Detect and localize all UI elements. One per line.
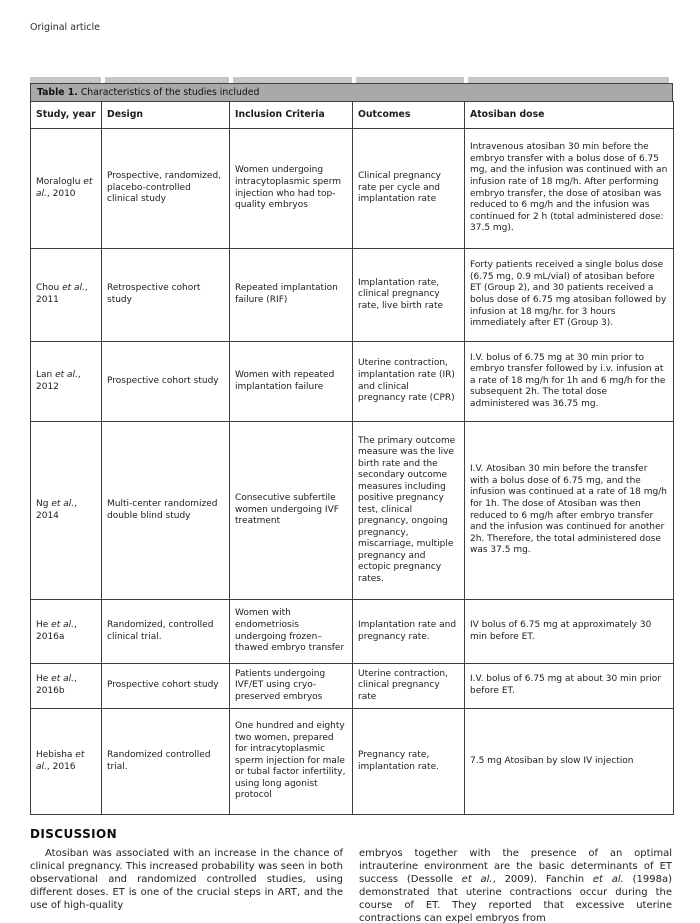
- cell-design: Prospective cohort study: [102, 664, 230, 709]
- column-header-inclusion: Inclusion Criteria: [230, 102, 353, 129]
- cell-design: Prospective cohort study: [102, 342, 230, 422]
- cell-design: Randomized controlled trial.: [102, 709, 230, 815]
- discussion-column-left: Atosiban was associated with an increase in the chance of clinical pregnancy. This increased probability was seen in both observational and randomized controlled studies, using different doses. ET is one of the crucial steps in ART, and the use of high-quality: [30, 848, 343, 911]
- discussion-section: [30, 827, 673, 923]
- cell-dose: I.V. Atosiban 30 min before the transfer with a bolus dose of 6.75 mg, and the infusion was continued at a rate of 18 mg/h for 1h. The dose of Atosiban was then reduced to 6 mg/h after embryo transfer and the infusion was continued for another 2h. Therefore, the total administered dose was 37.5 mg.: [465, 422, 674, 600]
- cell-dose: 7.5 mg Atosiban by slow IV injection: [465, 709, 674, 815]
- table-row: [31, 709, 674, 815]
- discussion-heading: DISCUSSION: [30, 827, 118, 841]
- cell-inclusion: Women with endometriosis undergoing frozen–thawed embryo transfer: [230, 600, 353, 664]
- cell-study: Ng et al., 2014: [31, 422, 102, 600]
- strip-segment: [468, 77, 669, 83]
- cell-outcomes: Pregnancy rate, implantation rate.: [353, 709, 465, 815]
- cell-study: He et al., 2016a: [31, 600, 102, 664]
- table-top-strip: [30, 77, 673, 83]
- table-row: [31, 342, 674, 422]
- article-type-label: Original article: [30, 22, 100, 33]
- strip-segment: [30, 77, 101, 83]
- cell-study: Hebisha et al., 2016: [31, 709, 102, 815]
- cell-dose: IV bolus of 6.75 mg at approximately 30 min before ET.: [465, 600, 674, 664]
- cell-study: Moraloglu et al., 2010: [31, 129, 102, 249]
- strip-segment: [233, 77, 352, 83]
- table-row: [31, 249, 674, 342]
- cell-design: Retrospective cohort study: [102, 249, 230, 342]
- table-header-row: [31, 102, 674, 129]
- discussion-column-right: embryos together with the presence of an optimal intrauterine environment are the basic determinants of ET success (Dessolle et al., 2009). Fanchin et al. (1998a) demonstrated that uterine contractions occur during the course of ET. They reported that excessive uterine contractions can expel embryos from: [359, 848, 672, 923]
- cell-design: Randomized, controlled clinical trial.: [102, 600, 230, 664]
- cell-inclusion: One hundred and eighty two women, prepared for intracytoplasmic sperm injection for male or tubal factor infertility, using long agonist protocol: [230, 709, 353, 815]
- cell-study: Lan et al., 2012: [31, 342, 102, 422]
- table-1: [30, 77, 673, 815]
- cell-inclusion: Patients undergoing IVF/ET using cryo-preserved embryos: [230, 664, 353, 709]
- table-row: [31, 129, 674, 249]
- studies-table: [30, 101, 674, 815]
- cell-dose: I.V. bolus of 6.75 mg at about 30 min prior before ET.: [465, 664, 674, 709]
- discussion-columns: [30, 847, 673, 923]
- cell-design: Prospective, randomized, placebo-controlled clinical study: [102, 129, 230, 249]
- table-caption-label: Table 1.: [37, 87, 78, 98]
- cell-inclusion: Repeated implantation failure (RIF): [230, 249, 353, 342]
- cell-outcomes: Clinical pregnancy rate per cycle and implantation rate: [353, 129, 465, 249]
- table-row: [31, 664, 674, 709]
- cell-dose: I.V. bolus of 6.75 mg at 30 min prior to embryo transfer followed by i.v. infusion at a rate of 18 mg/h for 1h and 6 mg/h for the subsequent 2h. The total dose administered was 36.75 mg.: [465, 342, 674, 422]
- strip-segment: [356, 77, 464, 83]
- cell-outcomes: Uterine contraction, implantation rate (IR) and clinical pregnancy rate (CPR): [353, 342, 465, 422]
- table-caption: [30, 83, 673, 101]
- cell-outcomes: Implantation rate and pregnancy rate.: [353, 600, 465, 664]
- cell-inclusion: Women with repeated implantation failure: [230, 342, 353, 422]
- cell-outcomes: Uterine contraction, clinical pregnancy rate: [353, 664, 465, 709]
- cell-design: Multi-center randomized double blind study: [102, 422, 230, 600]
- strip-segment: [105, 77, 229, 83]
- cell-dose: Forty patients received a single bolus dose (6.75 mg, 0.9 mL/vial) of atosiban before ET (Group 2), and 30 patients received a bolus dose of 6.75 mg atosiban followed by infusion at 18 mg/hr. for 3 hours immediately after ET (Group 3).: [465, 249, 674, 342]
- cell-outcomes: The primary outcome measure was the live birth rate and the secondary outcome measures including positive pregnancy test, clinical pregnancy, ongoing pregnancy, miscarriage, multiple pregnancy and ectopic pregnancy rates.: [353, 422, 465, 600]
- cell-study: He et al., 2016b: [31, 664, 102, 709]
- cell-dose: Intravenous atosiban 30 min before the embryo transfer with a bolus dose of 6.75 mg, and the infusion was continued with an infusion rate of 18 mg/h. After performing embryo transfer, the dose of atosiban was reduced to 6 mg/h and the infusion was continued for 2 h (total administered dose: 37.5 mg).: [465, 129, 674, 249]
- column-header-atosiban-dose: Atosiban dose: [465, 102, 674, 129]
- table-row: [31, 600, 674, 664]
- table-row: [31, 422, 674, 600]
- table-caption-text: Characteristics of the studies included: [80, 87, 260, 98]
- cell-outcomes: Implantation rate, clinical pregnancy rate, live birth rate: [353, 249, 465, 342]
- column-header-study-year: Study, year: [31, 102, 102, 129]
- column-header-outcomes: Outcomes: [353, 102, 465, 129]
- cell-inclusion: Women undergoing intracytoplasmic sperm injection who had top-quality embryos: [230, 129, 353, 249]
- cell-inclusion: Consecutive subfertile women undergoing IVF treatment: [230, 422, 353, 600]
- cell-study: Chou et al., 2011: [31, 249, 102, 342]
- column-header-design: Design: [102, 102, 230, 129]
